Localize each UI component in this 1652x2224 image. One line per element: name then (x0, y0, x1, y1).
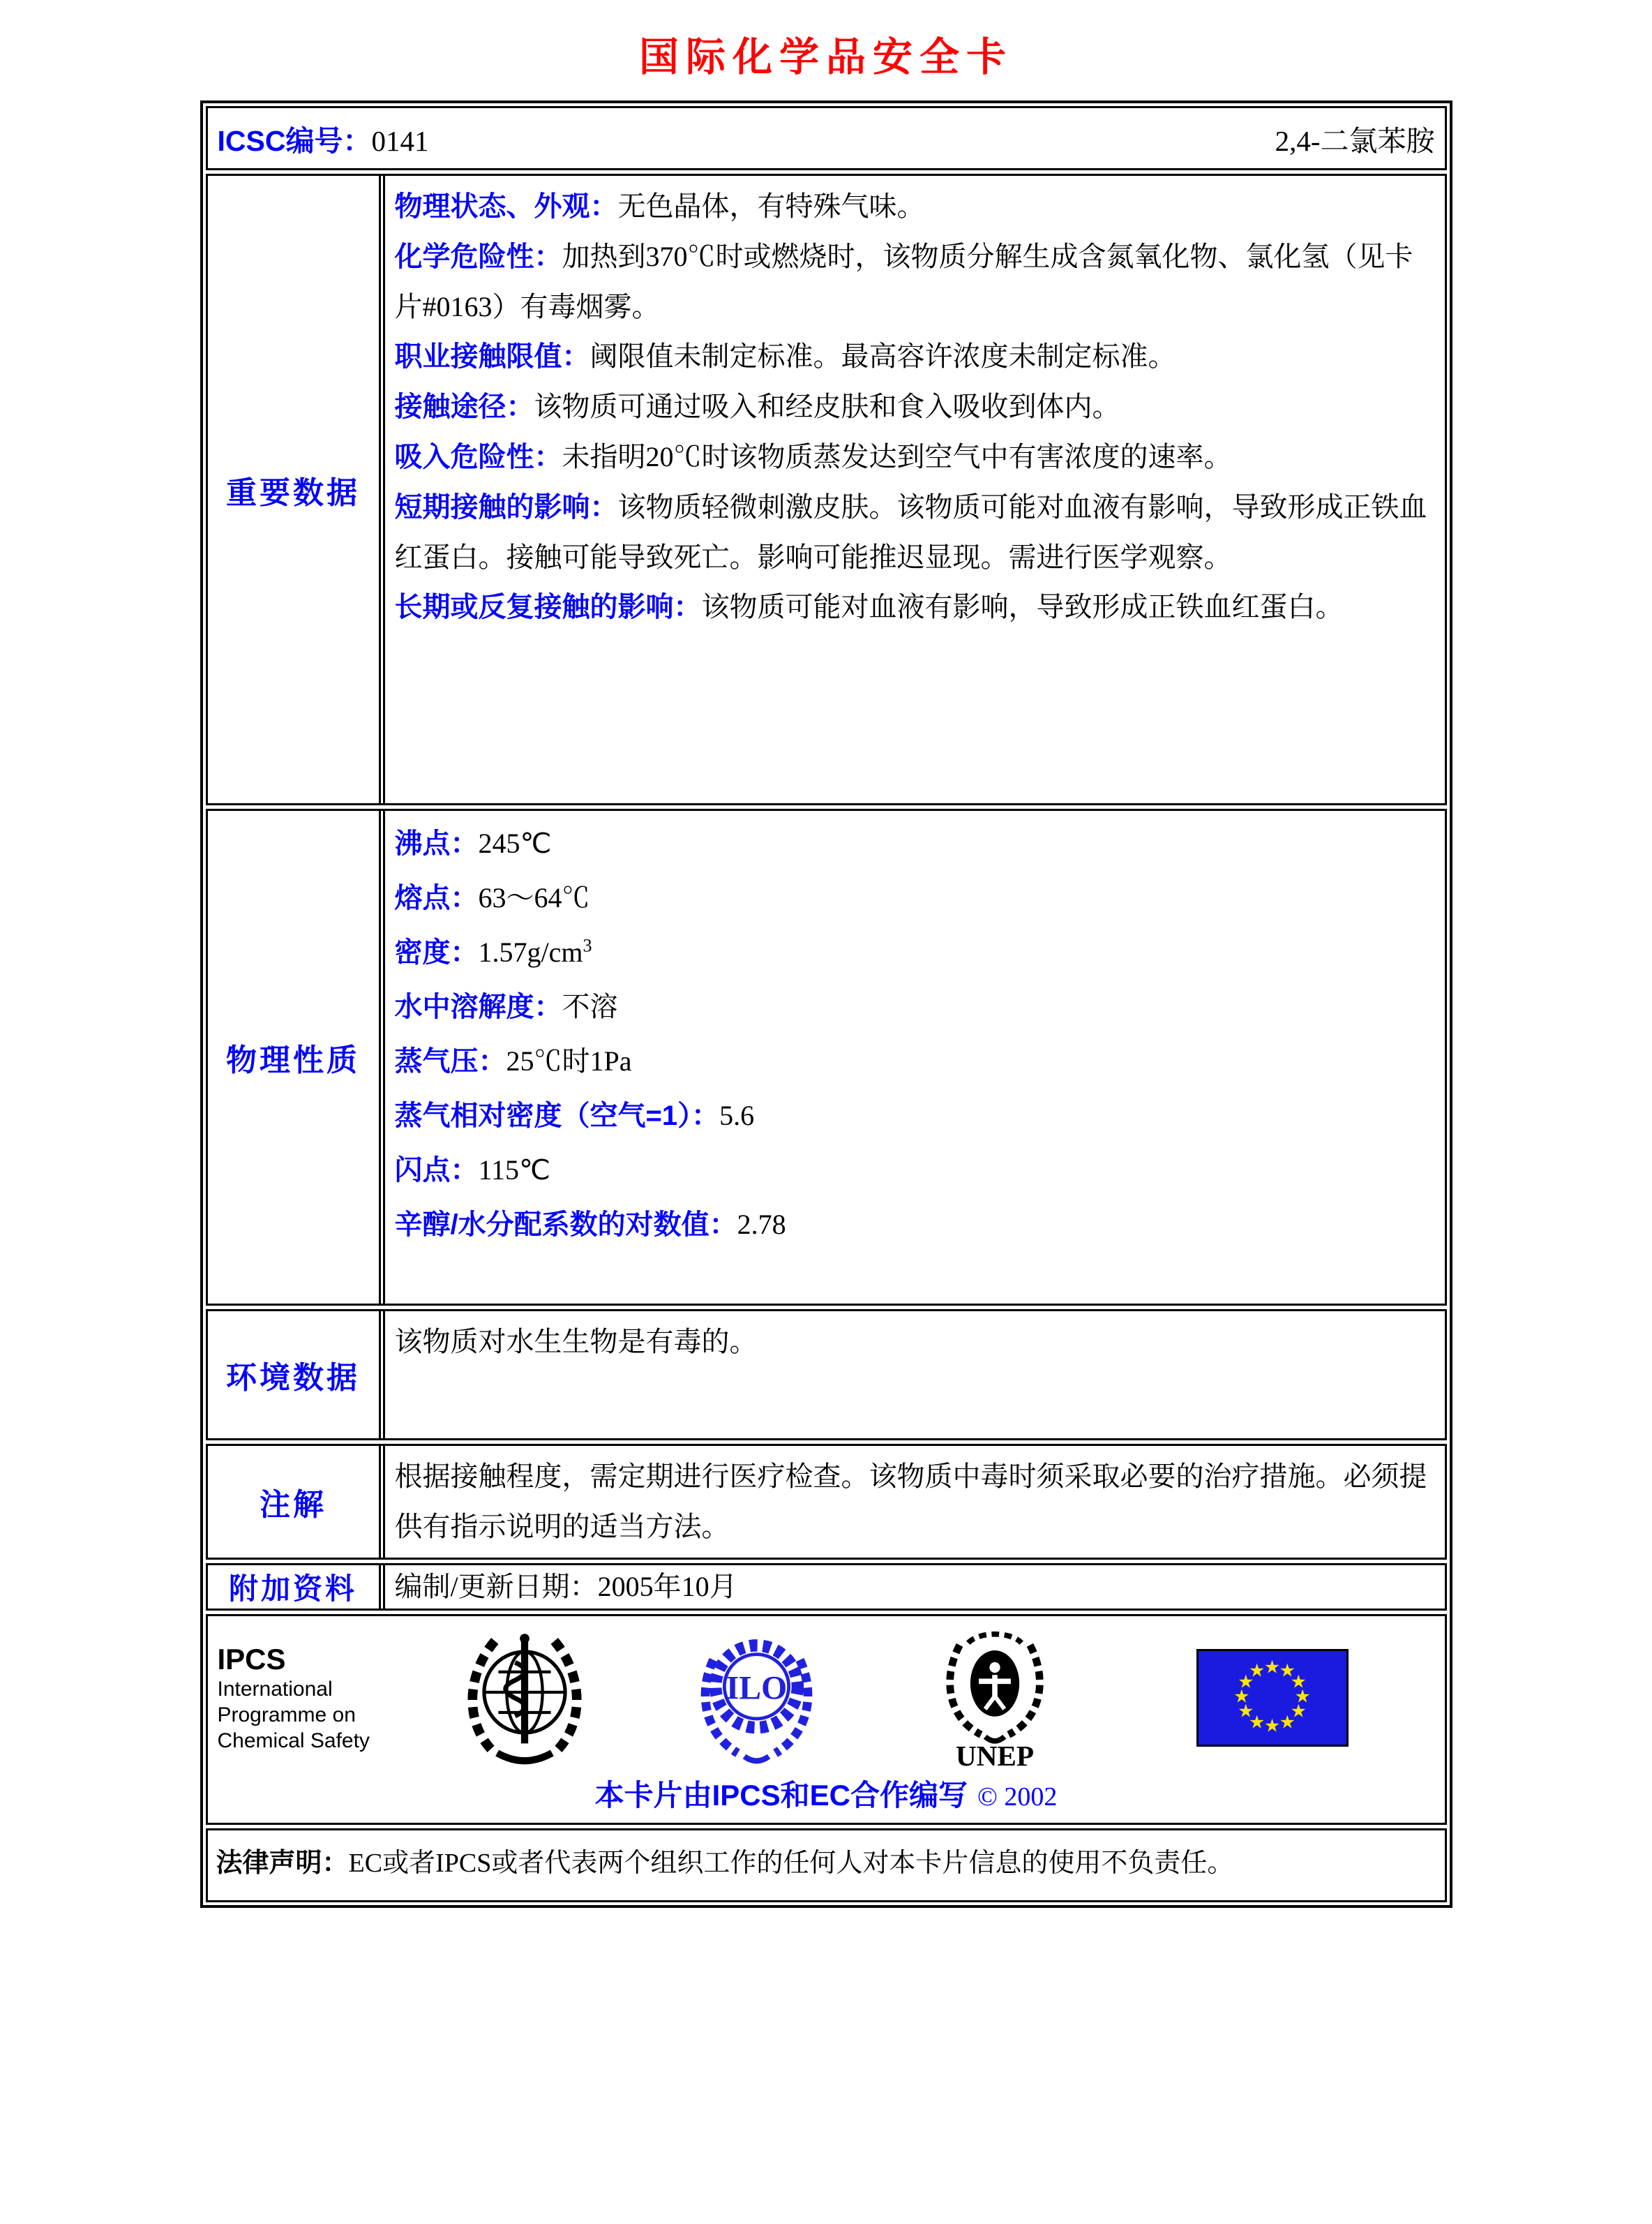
icsc-card-table (200, 100, 1452, 1908)
field-value: 2.78 (737, 1209, 786, 1240)
field-text: 该物质轻微刺激皮肤。该物质可能对血液有影响，导致形成正铁血红蛋白。接触可能导致死亡。影响可能推迟显现。需进行医学观察。 (394, 491, 1427, 573)
field-value: 1.57g/cm (478, 936, 583, 968)
field-label: 接触途径： (394, 391, 534, 422)
section-label-cell (208, 1311, 381, 1438)
field-label: 蒸气压： (394, 1046, 506, 1077)
field-value: 245℃ (478, 828, 552, 859)
legal-notice-label: 法律声明： (216, 1849, 349, 1878)
eu-flag-icon (1196, 1649, 1349, 1747)
important-data-item (395, 482, 1435, 582)
notes-text: 根据接触程度，需定期进行医疗检查。该物质中毒时须采取必要的治疗措施。必须提供有指示说明的适当方法。 (394, 1461, 1427, 1542)
field-text: 无色晶体，有特殊气味。 (617, 191, 925, 222)
page-title: 国际化学品安全卡 (639, 36, 1013, 80)
section-label: 附加资料 (228, 1572, 357, 1605)
row-environmental-data (206, 1309, 1447, 1440)
field-value: 115℃ (478, 1154, 550, 1186)
section-label: 环境数据 (226, 1361, 360, 1395)
icsc-number (218, 118, 429, 159)
field-label: 长期或反复接触的影响： (394, 592, 702, 622)
section-label: 注解 (260, 1488, 326, 1522)
ipcs-subtitle-line: Chemical Safety (217, 1729, 370, 1752)
important-data-item (395, 582, 1435, 632)
section-label-cell (208, 1446, 381, 1558)
field-label: 闪点： (394, 1155, 479, 1186)
field-value: 25℃时1Pa (506, 1045, 632, 1077)
row-physical-properties (206, 809, 1447, 1306)
card-header-row (206, 106, 1447, 170)
credit-line (208, 1773, 1445, 1814)
notes-content (383, 1446, 1445, 1558)
section-label-cell (208, 1565, 381, 1609)
physical-property-item (395, 1143, 1435, 1197)
eu-star-icon (1264, 1716, 1280, 1737)
ipcs-wordmark (218, 1643, 416, 1754)
field-text: 未指明20℃时该物质蒸发达到空气中有害浓度的速率。 (562, 441, 1232, 472)
field-label: 短期接触的影响： (394, 492, 618, 523)
field-value: 5.6 (719, 1100, 755, 1131)
copyright: © 2002 (977, 1782, 1058, 1812)
ipcs-title: IPCS (217, 1642, 286, 1676)
physical-property-item (395, 980, 1435, 1034)
field-label: 职业接触限值： (394, 341, 590, 372)
field-text: 加热到370℃时或燃烧时，该物质分解生成含氮氧化物、氯化氢（见卡片#0163）有毒烟雾。 (394, 241, 1413, 322)
row-notes (206, 1444, 1447, 1560)
physical-properties-content (383, 811, 1445, 1304)
physical-property-item (395, 925, 1435, 980)
legal-notice-text: EC或者IPCS或者代表两个组织工作的任何人对本卡片信息的使用不负责任。 (348, 1849, 1234, 1878)
important-data-item (395, 232, 1435, 331)
section-label: 物理性质 (226, 1043, 360, 1077)
field-label: 辛醇/水分配系数的对数值： (394, 1209, 737, 1240)
who-logo-icon (458, 1627, 591, 1770)
field-label: 物理状态、外观： (394, 191, 618, 222)
physical-property-item (395, 871, 1435, 925)
field-value: 63～64℃ (478, 882, 590, 913)
icsc-number-value: 0141 (371, 124, 429, 157)
ilo-logo-icon (696, 1627, 818, 1770)
eu-star-icon (1249, 1661, 1265, 1682)
ipcs-subtitle-line: International (217, 1677, 333, 1701)
environmental-data-text: 该物质对水生生物是有毒的。 (394, 1326, 758, 1357)
field-label: 密度： (394, 937, 479, 968)
field-label: 水中溶解度： (394, 992, 562, 1022)
eu-star-icon (1264, 1657, 1280, 1678)
density-superscript: 3 (583, 935, 592, 956)
eu-star-icon (1279, 1712, 1296, 1733)
update-date-label: 编制/更新日期： (394, 1571, 598, 1602)
field-label: 沸点： (394, 828, 479, 859)
additional-info-content (383, 1565, 1445, 1609)
important-data-item (395, 331, 1435, 382)
environmental-data-content (383, 1311, 1445, 1438)
credit-text: 本卡片由IPCS和EC合作编写 (594, 1779, 968, 1812)
section-label: 重要数据 (226, 475, 360, 510)
physical-property-item (395, 816, 1435, 871)
unep-logo-icon (936, 1625, 1053, 1771)
important-data-item (395, 181, 1435, 232)
physical-property-item (395, 1197, 1435, 1252)
update-date-value: 2005年10月 (597, 1571, 737, 1602)
important-data-content (383, 176, 1445, 803)
chemical-name: 2,4-二氯苯胺 (1275, 124, 1435, 157)
row-important-data (206, 174, 1447, 805)
field-label: 蒸气相对密度（空气=1）： (394, 1100, 720, 1131)
logos-strip (208, 1616, 1445, 1771)
icsc-number-label: ICSC编号： (217, 124, 372, 157)
important-data-item (395, 432, 1435, 482)
physical-property-item (395, 1034, 1435, 1089)
field-label: 吸入危险性： (394, 442, 562, 472)
section-label-cell (208, 811, 381, 1304)
field-value: 不溶 (562, 991, 618, 1022)
field-text: 该物质可能对血液有影响，导致形成正铁血红蛋白。 (701, 591, 1344, 622)
row-legal-notice (206, 1828, 1447, 1902)
important-data-item (395, 382, 1435, 432)
physical-property-item (395, 1089, 1435, 1143)
section-label-cell (208, 176, 381, 803)
row-additional-info (206, 1563, 1447, 1611)
field-label: 熔点： (394, 883, 479, 913)
unep-letters: UNEP (955, 1739, 1034, 1771)
row-organization-logos (206, 1614, 1447, 1825)
field-text: 该物质可通过吸入和经皮肤和食入吸收到体内。 (534, 391, 1120, 422)
ilo-letters: ILO (726, 1669, 787, 1706)
field-text: 阈限值未制定标准。最高容许浓度未制定标准。 (590, 341, 1176, 372)
ipcs-subtitle-line: Programme on (217, 1703, 356, 1726)
field-label: 化学危险性： (394, 241, 562, 272)
